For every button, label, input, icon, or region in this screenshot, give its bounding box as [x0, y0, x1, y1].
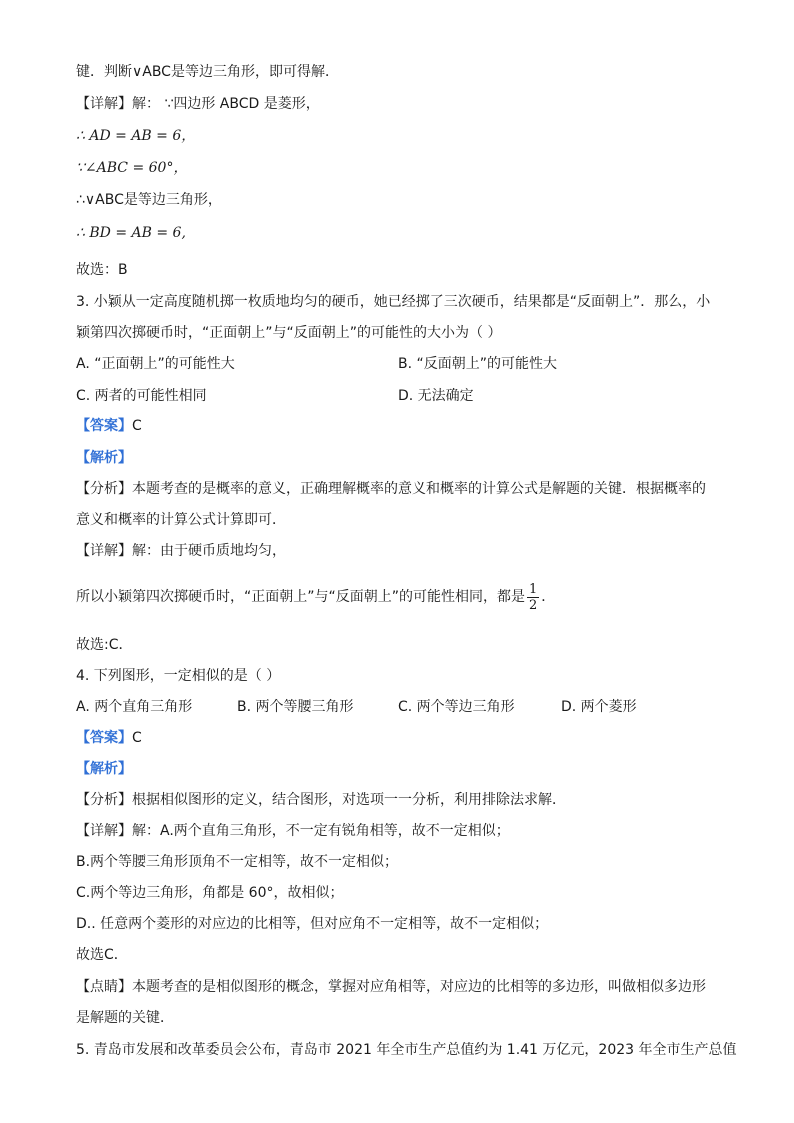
text: D.. 任意两个菱形的对应边的比相等，但对应角不一定相等，故不一定相似； — [76, 916, 549, 932]
text-line — [76, 260, 128, 280]
math: ∴ BD = AB = 6, — [76, 225, 186, 241]
question-4-stem — [76, 666, 280, 686]
text: 故选:C． — [76, 637, 133, 653]
option-d: D. 无法确定 — [398, 388, 474, 404]
text-line — [76, 945, 128, 965]
text: 意义和概率的计算公式计算即可． — [76, 512, 286, 528]
question-5-stem — [76, 1040, 737, 1060]
section-tag: 【分析】 — [76, 481, 132, 497]
analysis-header — [76, 759, 132, 779]
text-line — [76, 541, 286, 561]
section-tag: 【分析】 — [76, 792, 132, 808]
text: 故选C． — [76, 947, 128, 963]
fraction — [527, 582, 539, 613]
text: 解：A.两个直角三角形，不一定有锐角相等，故不一定相似； — [132, 823, 510, 839]
text-line — [76, 479, 706, 499]
analysis-tag: 【解析】 — [76, 761, 132, 777]
text: 4. 下列图形，一定相似的是（ ） — [76, 668, 281, 684]
text: 解：由于硬币质地均匀， — [132, 543, 286, 559]
math-line — [76, 158, 187, 178]
option-b: B. 两个等腰三角形 — [237, 699, 354, 715]
text: 颖第四次掷硬币时，“正面朝上”与“反面朝上”的可能性的大小为（ ） — [76, 325, 502, 341]
text: 键．判断∨ABC是等边三角形，即可得解． — [76, 64, 339, 80]
option-d: D. 两个菱形 — [561, 699, 637, 715]
text-line — [76, 1008, 174, 1028]
analysis-header — [76, 448, 132, 468]
math: ∵∠ABC = 60°， — [76, 160, 188, 176]
answer-value: C — [132, 730, 142, 746]
text-line — [76, 883, 344, 903]
text: 本题考查的是相似图形的概念，掌握对应角相等，对应边的比相等的多边形，叫做相似多边形 — [132, 979, 706, 995]
math-line — [76, 223, 186, 243]
option-c: C. 两者的可能性相同 — [76, 388, 207, 404]
text-line — [76, 190, 222, 210]
section-tag: 【详解】 — [76, 96, 132, 112]
text-line: 所以小颖第四次掷硬币时，“正面朝上”与“反面朝上”的可能性相同，都是 $\frac{1}{2}$ ． — [76, 581, 556, 613]
fraction-denominator: 2 — [529, 597, 538, 613]
section-tag: 【详解】 — [76, 543, 132, 559]
fraction-numerator: 1 — [529, 581, 538, 597]
answer-line — [76, 728, 142, 748]
text: 故选：B — [76, 262, 128, 278]
text: ∴∨ABC是等边三角形， — [76, 192, 222, 208]
option-c: C. 两个等边三角形 — [398, 699, 515, 715]
question-3-stem — [76, 292, 710, 312]
text-line — [76, 62, 339, 82]
text: 3. 小颖从一定高度随机掷一枚质地均匀的硬币，她已经掷了三次硬币，结果都是“反面朝上”．那么，小 — [76, 294, 711, 310]
text-line — [76, 821, 510, 841]
text: 所以小颖第四次掷硬币时，“正面朝上”与“反面朝上”的可能性相同，都是 — [76, 589, 526, 605]
text-line — [76, 94, 320, 114]
option-b: B. “反面朝上”的可能性大 — [398, 356, 558, 372]
answer-line — [76, 416, 142, 436]
answer-tag: 【答案】 — [76, 730, 132, 746]
analysis-tag: 【解析】 — [76, 450, 132, 466]
section-tag: 【详解】 — [76, 823, 132, 839]
text: B.两个等腰三角形顶角不一定相等，故不一定相似； — [76, 854, 399, 870]
text: 本题考查的是概率的意义，正确理解概率的意义和概率的计算公式是解题的关键．根据概率的 — [132, 481, 706, 497]
option-a: A. 两个直角三角形 — [76, 699, 193, 715]
text-line — [76, 852, 398, 872]
text-line — [76, 635, 133, 655]
text: C.两个等边三角形，角都是 60°，故相似； — [76, 885, 344, 901]
text-line — [76, 977, 706, 997]
answer-tag: 【答案】 — [76, 418, 132, 434]
question-3-stem — [76, 323, 501, 343]
text: 根据相似图形的定义，结合图形，对选项一一分析，利用排除法求解． — [132, 792, 566, 808]
math: ∴ AD = AB = 6， — [76, 128, 196, 144]
text: 解： ∵四边形 ABCD 是菱形， — [132, 96, 320, 112]
text: 5. 青岛市发展和改革委员会公布，青岛市 2021 年全市生产总值约为 1.41 万亿元，2023 年全市生产总值 — [76, 1042, 737, 1058]
text: 是解题的关键． — [76, 1010, 174, 1026]
option-a: A. “正面朝上”的可能性大 — [76, 356, 235, 372]
text-line — [76, 790, 566, 810]
section-tag: 【点睛】 — [76, 979, 132, 995]
text-line — [76, 510, 286, 530]
math-line — [76, 126, 195, 146]
text-line — [76, 914, 548, 934]
answer-value: C — [132, 418, 142, 434]
